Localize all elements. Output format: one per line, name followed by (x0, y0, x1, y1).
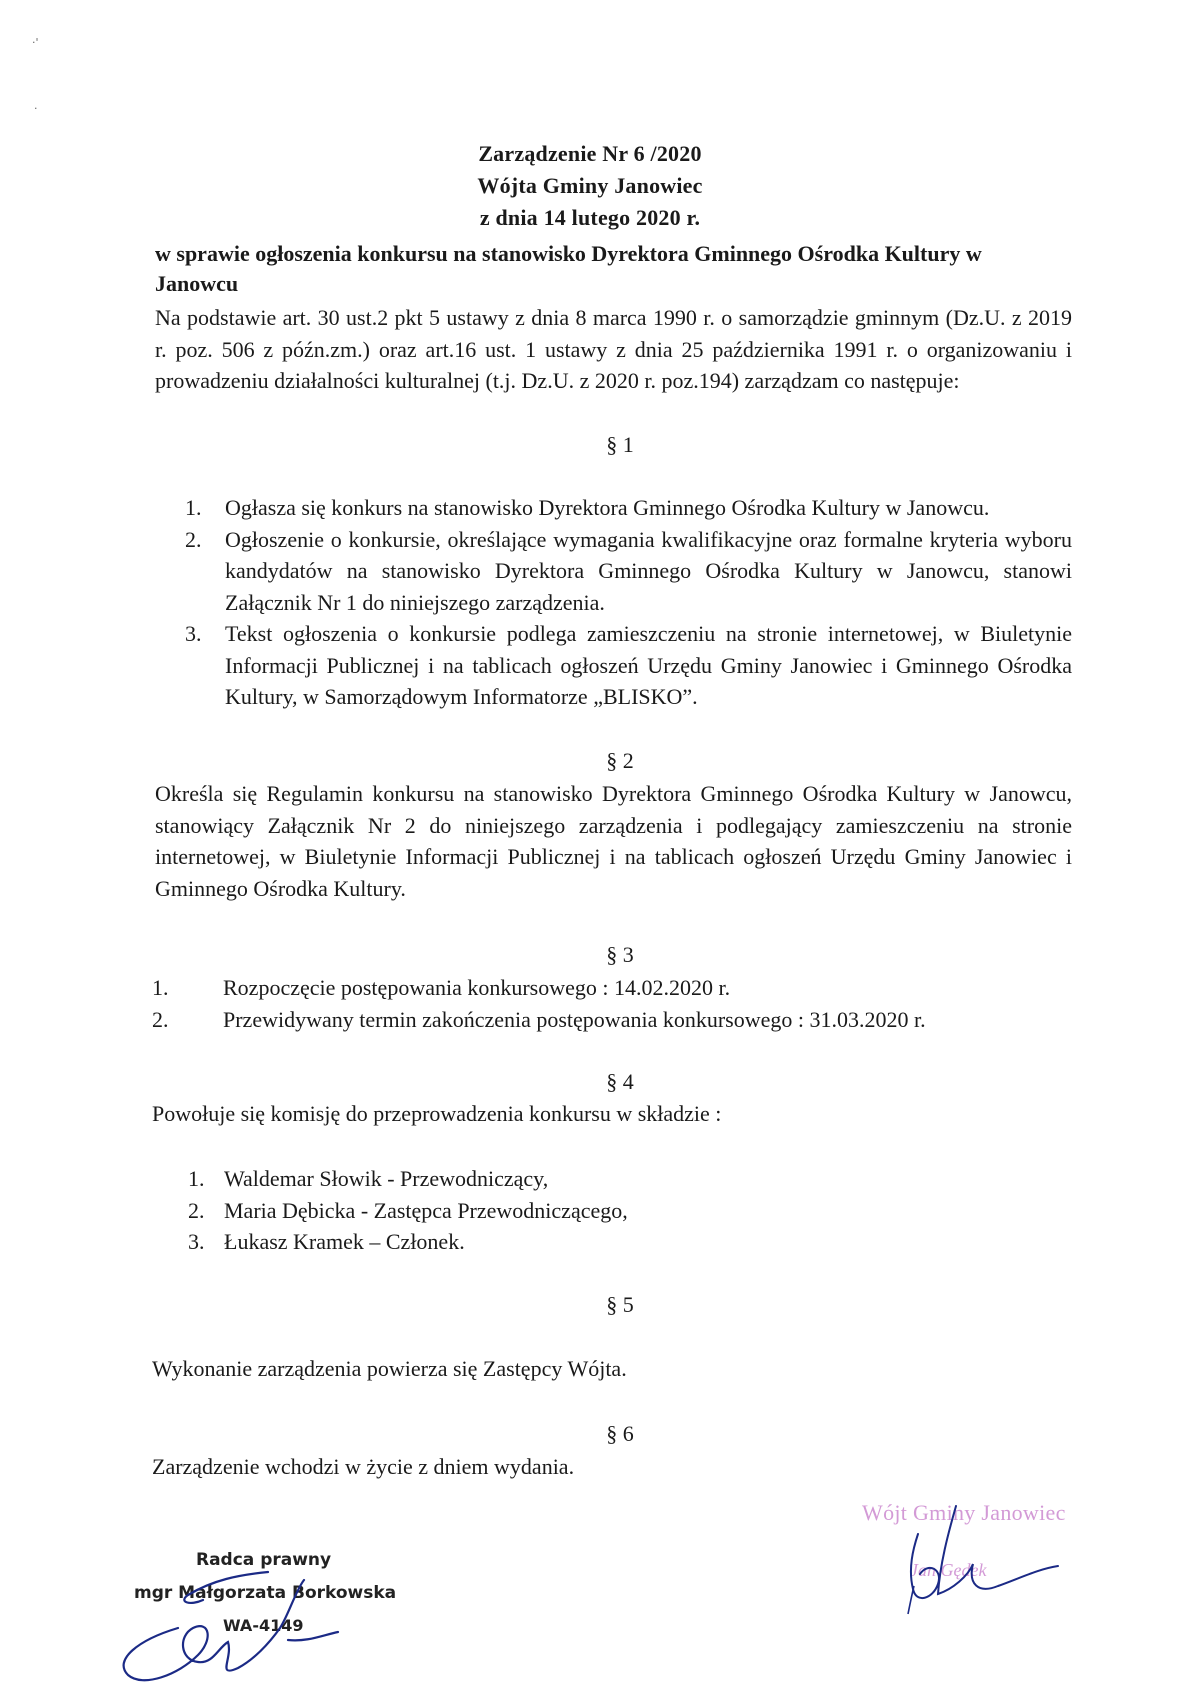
list-item-text: Waldemar Słowik - Przewodniczący, (224, 1166, 549, 1191)
list-item-text: Przewidywany termin zakończenia postępowania konkursowego : 31.03.2020 r. (223, 1007, 926, 1032)
section-6-paragraph: Zarządzenie wchodzi w życie z dniem wydania. (152, 1454, 575, 1479)
list-item-text: Maria Dębicka - Zastępca Przewodniczącego, (224, 1197, 628, 1223)
section-heading-2: § 2 (606, 748, 634, 773)
list-item (185, 492, 1072, 524)
ordinance-date: z dnia 14 lutego 2020 r. (479, 205, 701, 230)
section-heading-6: § 6 (606, 1421, 634, 1446)
mayor-stamp (858, 1494, 1098, 1634)
section-2-paragraph: Określa się Regulamin konkursu na stanowisko Dyrektora Gminnego Ośrodka Kultury w Janowcu, stanowiący Załącznik Nr 2 do niniejszego zarządzenia i podlegający zamieszczeniu na stronie internetowej, w Biuletynie Informacji Publicznej i na tablicach ogłoszeń Urzędu Gminy Janowiec i Gminnego Ośrodka Kultury. (155, 781, 1072, 901)
committee-list (188, 1163, 628, 1258)
list-item (188, 1226, 628, 1258)
section-heading-4: § 4 (606, 1069, 634, 1094)
list-item (185, 618, 1072, 713)
ordinance-issuer: Wójta Gminy Janowiec (477, 173, 703, 198)
scan-speck: ·' (32, 36, 39, 49)
list-item (188, 1195, 628, 1227)
list-item-number: 2. (152, 1007, 169, 1032)
list-item-text: Ogłasza się konkurs na stanowisko Dyrektora Gminnego Ośrodka Kultury w Janowcu. (225, 495, 990, 520)
section-heading-5: § 5 (606, 1292, 634, 1317)
legal-basis-paragraph: Na podstawie art. 30 ust.2 pkt 5 ustawy z dnia 8 marca 1990 r. o samorządzie gminnym (Dz.U. z 2019 r. poz. 506 z późn.zm.) oraz art.16 ust. 1 ustawy z dnia 25 października 1991 r. o organizowaniu i prowadzeniu działalności kulturalnej (t.j. Dz.U. z 2020 r. poz.194) zarządzam co następuje: (155, 305, 1072, 393)
list-item-number: 1. (188, 1166, 205, 1191)
list-item-number: 2. (188, 1197, 205, 1223)
signature-scribble (118, 1550, 418, 1700)
section-3-list (152, 972, 1072, 1036)
list-item-number: 3. (188, 1229, 205, 1254)
list-item (188, 1163, 628, 1195)
signature-scribble (858, 1494, 1098, 1634)
scan-speck: · (34, 102, 38, 115)
stamp-title: Radca prawny (196, 1550, 332, 1570)
list-item (152, 972, 1072, 1004)
stamp-license-number: WA-4149 (223, 1616, 304, 1635)
list-item-text: Rozpoczęcie postępowania konkursowego : 14.02.2020 r. (223, 975, 731, 1000)
section-heading-3: § 3 (606, 942, 634, 967)
list-item (152, 1004, 1072, 1036)
legal-advisor-stamp (118, 1550, 418, 1700)
section-5-paragraph: Wykonanie zarządzenia powierza się Zastępcy Wójta. (152, 1356, 627, 1381)
list-item-text: Łukasz Kramek – Członek. (224, 1229, 465, 1254)
section-4-paragraph: Powołuje się komisję do przeprowadzenia konkursu w składzie : (152, 1101, 722, 1126)
stamp-name: Jan Gędek (910, 1560, 987, 1580)
section-1-list (185, 492, 1072, 713)
stamp-name: mgr Małgorzata Borkowska (134, 1583, 397, 1603)
list-item-text: Ogłoszenie o konkursie, określające wymagania kwalifikacyjne oraz formalne kryteria wyboru kandydatów na stanowisko Dyrektora Gminnego Ośrodka Kultury w Janowcu, stanowi Załącznik Nr 1 do niniejszego zarządzenia. (225, 526, 1072, 615)
stamp-title: Wójt Gminy Janowiec (862, 1500, 1066, 1525)
ordinance-subject: w sprawie ogłoszenia konkursu na stanowisko Dyrektora Gminnego Ośrodka Kultury w Janowcu (155, 241, 982, 296)
section-heading-1: § 1 (606, 432, 634, 457)
list-item-text: Tekst ogłoszenia o konkursie podlega zamieszczeniu na stronie internetowej, w Biuletynie Informacji Publicznej i na tablicach ogłoszeń Urzędu Gminy Janowiec i Gminnego Ośrodka Kultury, w Samorządowym Informatorze „BLISKO”. (225, 621, 1072, 709)
list-item-number: 3. (185, 621, 202, 646)
ordinance-number: Zarządzenie Nr 6 /2020 (478, 141, 702, 166)
list-item-number: 1. (152, 975, 169, 1000)
list-item-number: 1. (185, 495, 202, 520)
list-item-number: 2. (185, 526, 202, 552)
list-item (185, 524, 1072, 619)
